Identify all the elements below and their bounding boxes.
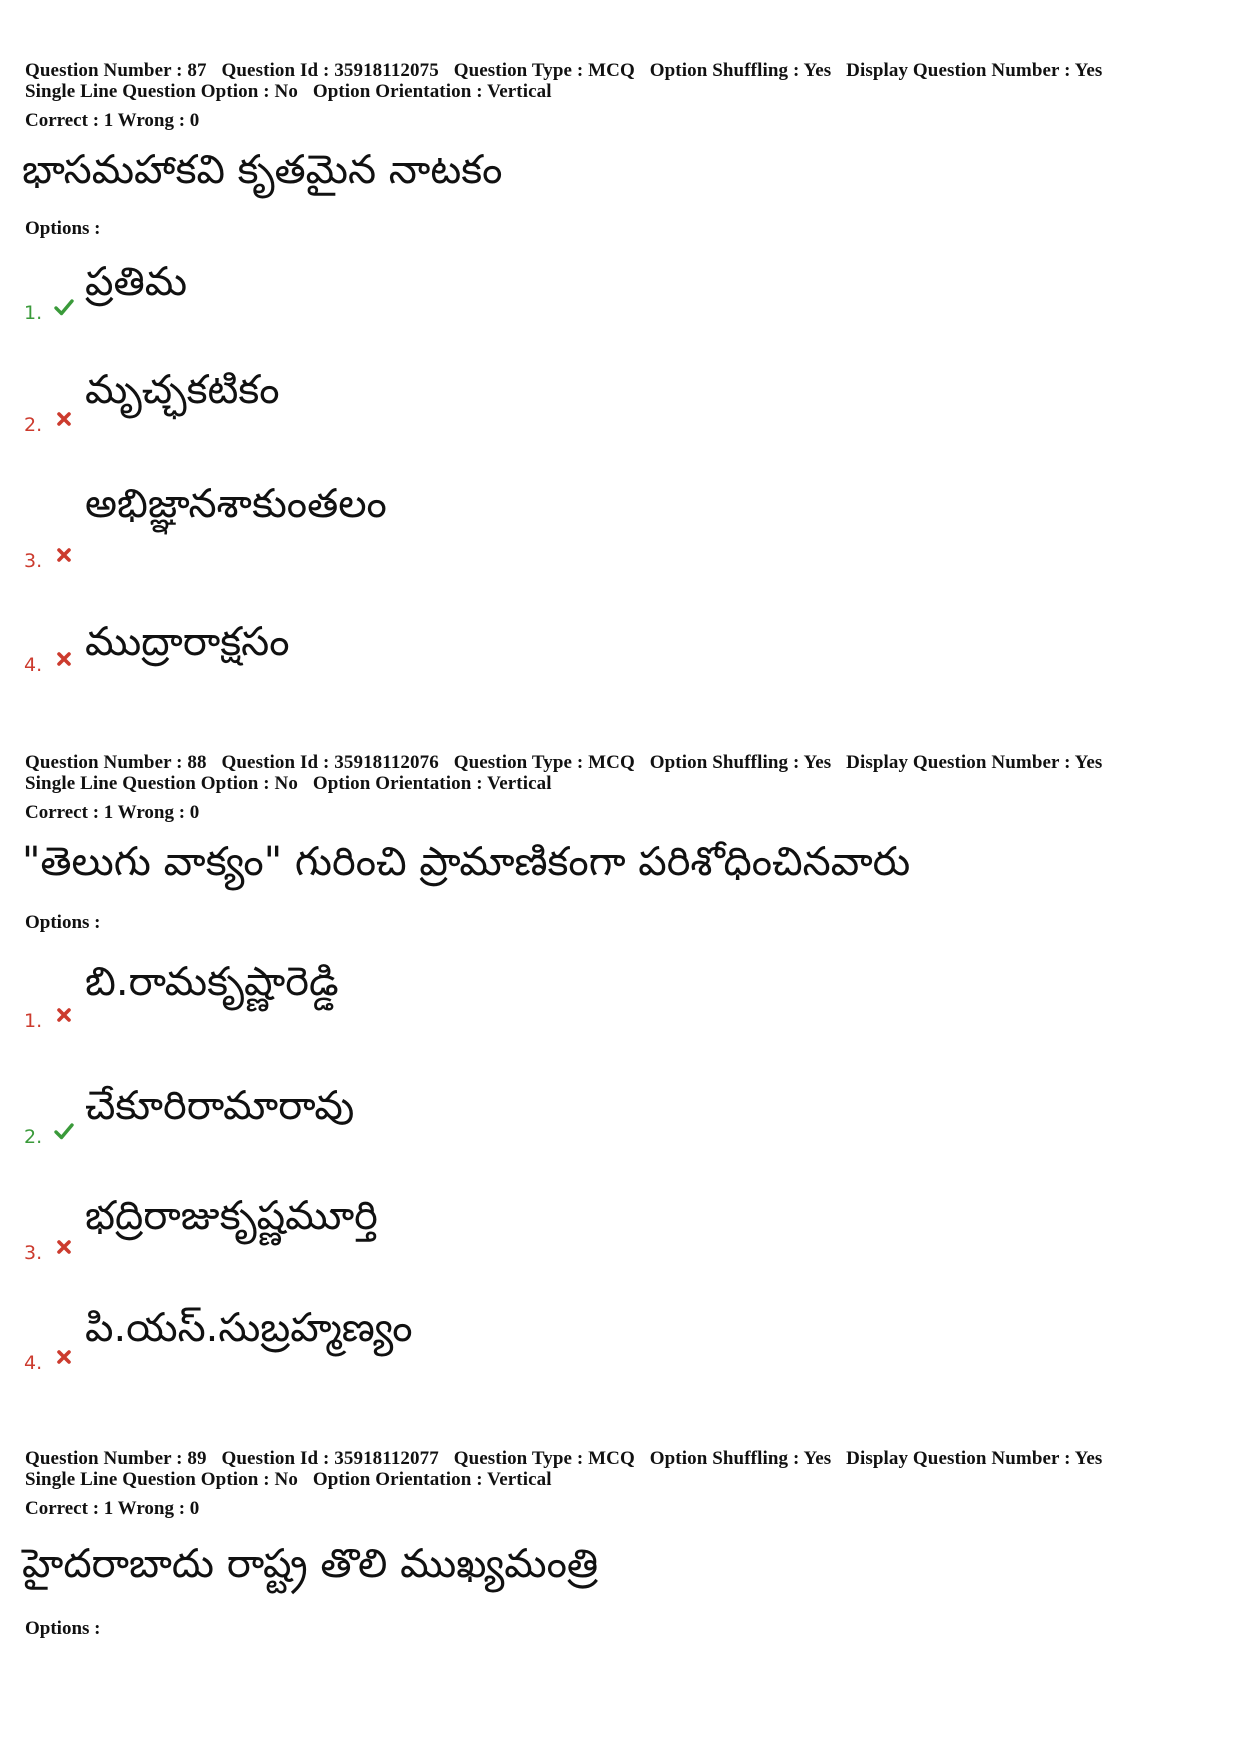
option-text[interactable]: బి.రామకృష్ణారెడ్డి bbox=[85, 959, 339, 1005]
options-label: Options : bbox=[25, 1618, 101, 1639]
option-number: 3. bbox=[24, 550, 43, 572]
question-number: Question Number : 89 bbox=[25, 1448, 207, 1469]
cross-icon bbox=[53, 544, 75, 566]
single-line-option: Single Line Question Option : No bbox=[25, 1469, 298, 1490]
question-text: హైదరాబాదు రాష్ట్ర తొలి ముఖ్యమంత్రి bbox=[22, 1541, 599, 1587]
option-orientation: Option Orientation : Vertical bbox=[312, 773, 552, 794]
option-text[interactable]: భద్రిరాజుకృష్ణమూర్తి bbox=[85, 1193, 378, 1239]
display-question-number: Display Question Number : Yes bbox=[846, 752, 1103, 773]
cross-icon bbox=[53, 1346, 75, 1368]
check-icon bbox=[53, 1120, 75, 1142]
question-meta-line1 bbox=[25, 752, 1112, 773]
option-text[interactable]: మృచ్ఛకటికం bbox=[85, 367, 280, 413]
question-type: Question Type : MCQ bbox=[453, 752, 635, 773]
option-orientation: Option Orientation : Vertical bbox=[312, 1469, 552, 1490]
option-number: 2. bbox=[24, 1126, 43, 1148]
score-line: Correct : 1 Wrong : 0 bbox=[25, 1498, 200, 1519]
single-line-option: Single Line Question Option : No bbox=[25, 773, 298, 794]
question-id: Question Id : 35918112077 bbox=[221, 1448, 439, 1469]
options-label: Options : bbox=[25, 912, 101, 933]
option-number: 4. bbox=[24, 654, 43, 676]
cross-icon bbox=[53, 408, 75, 430]
question-meta-line2 bbox=[25, 1469, 562, 1490]
option-number: 3. bbox=[24, 1242, 43, 1264]
question-meta-line1 bbox=[25, 60, 1112, 81]
options-label: Options : bbox=[25, 218, 101, 239]
question-meta-line2 bbox=[25, 773, 562, 794]
option-number: 4. bbox=[24, 1352, 43, 1374]
option-shuffling: Option Shuffling : Yes bbox=[649, 60, 832, 81]
question-type: Question Type : MCQ bbox=[453, 60, 635, 81]
option-text[interactable]: ప్రతిమ bbox=[85, 259, 188, 305]
question-id: Question Id : 35918112075 bbox=[221, 60, 439, 81]
display-question-number: Display Question Number : Yes bbox=[846, 1448, 1103, 1469]
question-text: భాసమహాకవి కృతమైన నాటకం bbox=[22, 147, 503, 193]
display-question-number: Display Question Number : Yes bbox=[846, 60, 1103, 81]
question-number: Question Number : 88 bbox=[25, 752, 207, 773]
option-text[interactable]: అభిజ్ఞానశాకుంతలం bbox=[85, 481, 387, 527]
question-type: Question Type : MCQ bbox=[453, 1448, 635, 1469]
option-number: 1. bbox=[24, 1010, 43, 1032]
single-line-option: Single Line Question Option : No bbox=[25, 81, 298, 102]
question-number: Question Number : 87 bbox=[25, 60, 207, 81]
check-icon bbox=[53, 296, 75, 318]
score-line: Correct : 1 Wrong : 0 bbox=[25, 802, 200, 823]
option-orientation: Option Orientation : Vertical bbox=[312, 81, 552, 102]
question-text: "తెలుగు వాక్యం" గురించి ప్రామాణికంగా పరిశోధించినవారు bbox=[22, 839, 911, 885]
question-meta-line1 bbox=[25, 1448, 1112, 1469]
cross-icon bbox=[53, 1236, 75, 1258]
option-text[interactable]: ముద్రారాక్షసం bbox=[85, 619, 290, 665]
option-text[interactable]: పి.యస్.సుబ్రహ్మణ్యం bbox=[85, 1305, 413, 1351]
option-shuffling: Option Shuffling : Yes bbox=[649, 1448, 832, 1469]
question-meta-line2 bbox=[25, 81, 562, 102]
cross-icon bbox=[53, 648, 75, 670]
question-id: Question Id : 35918112076 bbox=[221, 752, 439, 773]
option-number: 1. bbox=[24, 302, 43, 324]
score-line: Correct : 1 Wrong : 0 bbox=[25, 110, 200, 131]
cross-icon bbox=[53, 1004, 75, 1026]
option-number: 2. bbox=[24, 414, 43, 436]
option-shuffling: Option Shuffling : Yes bbox=[649, 752, 832, 773]
option-text[interactable]: చేకూరిరామారావు bbox=[85, 1083, 355, 1129]
